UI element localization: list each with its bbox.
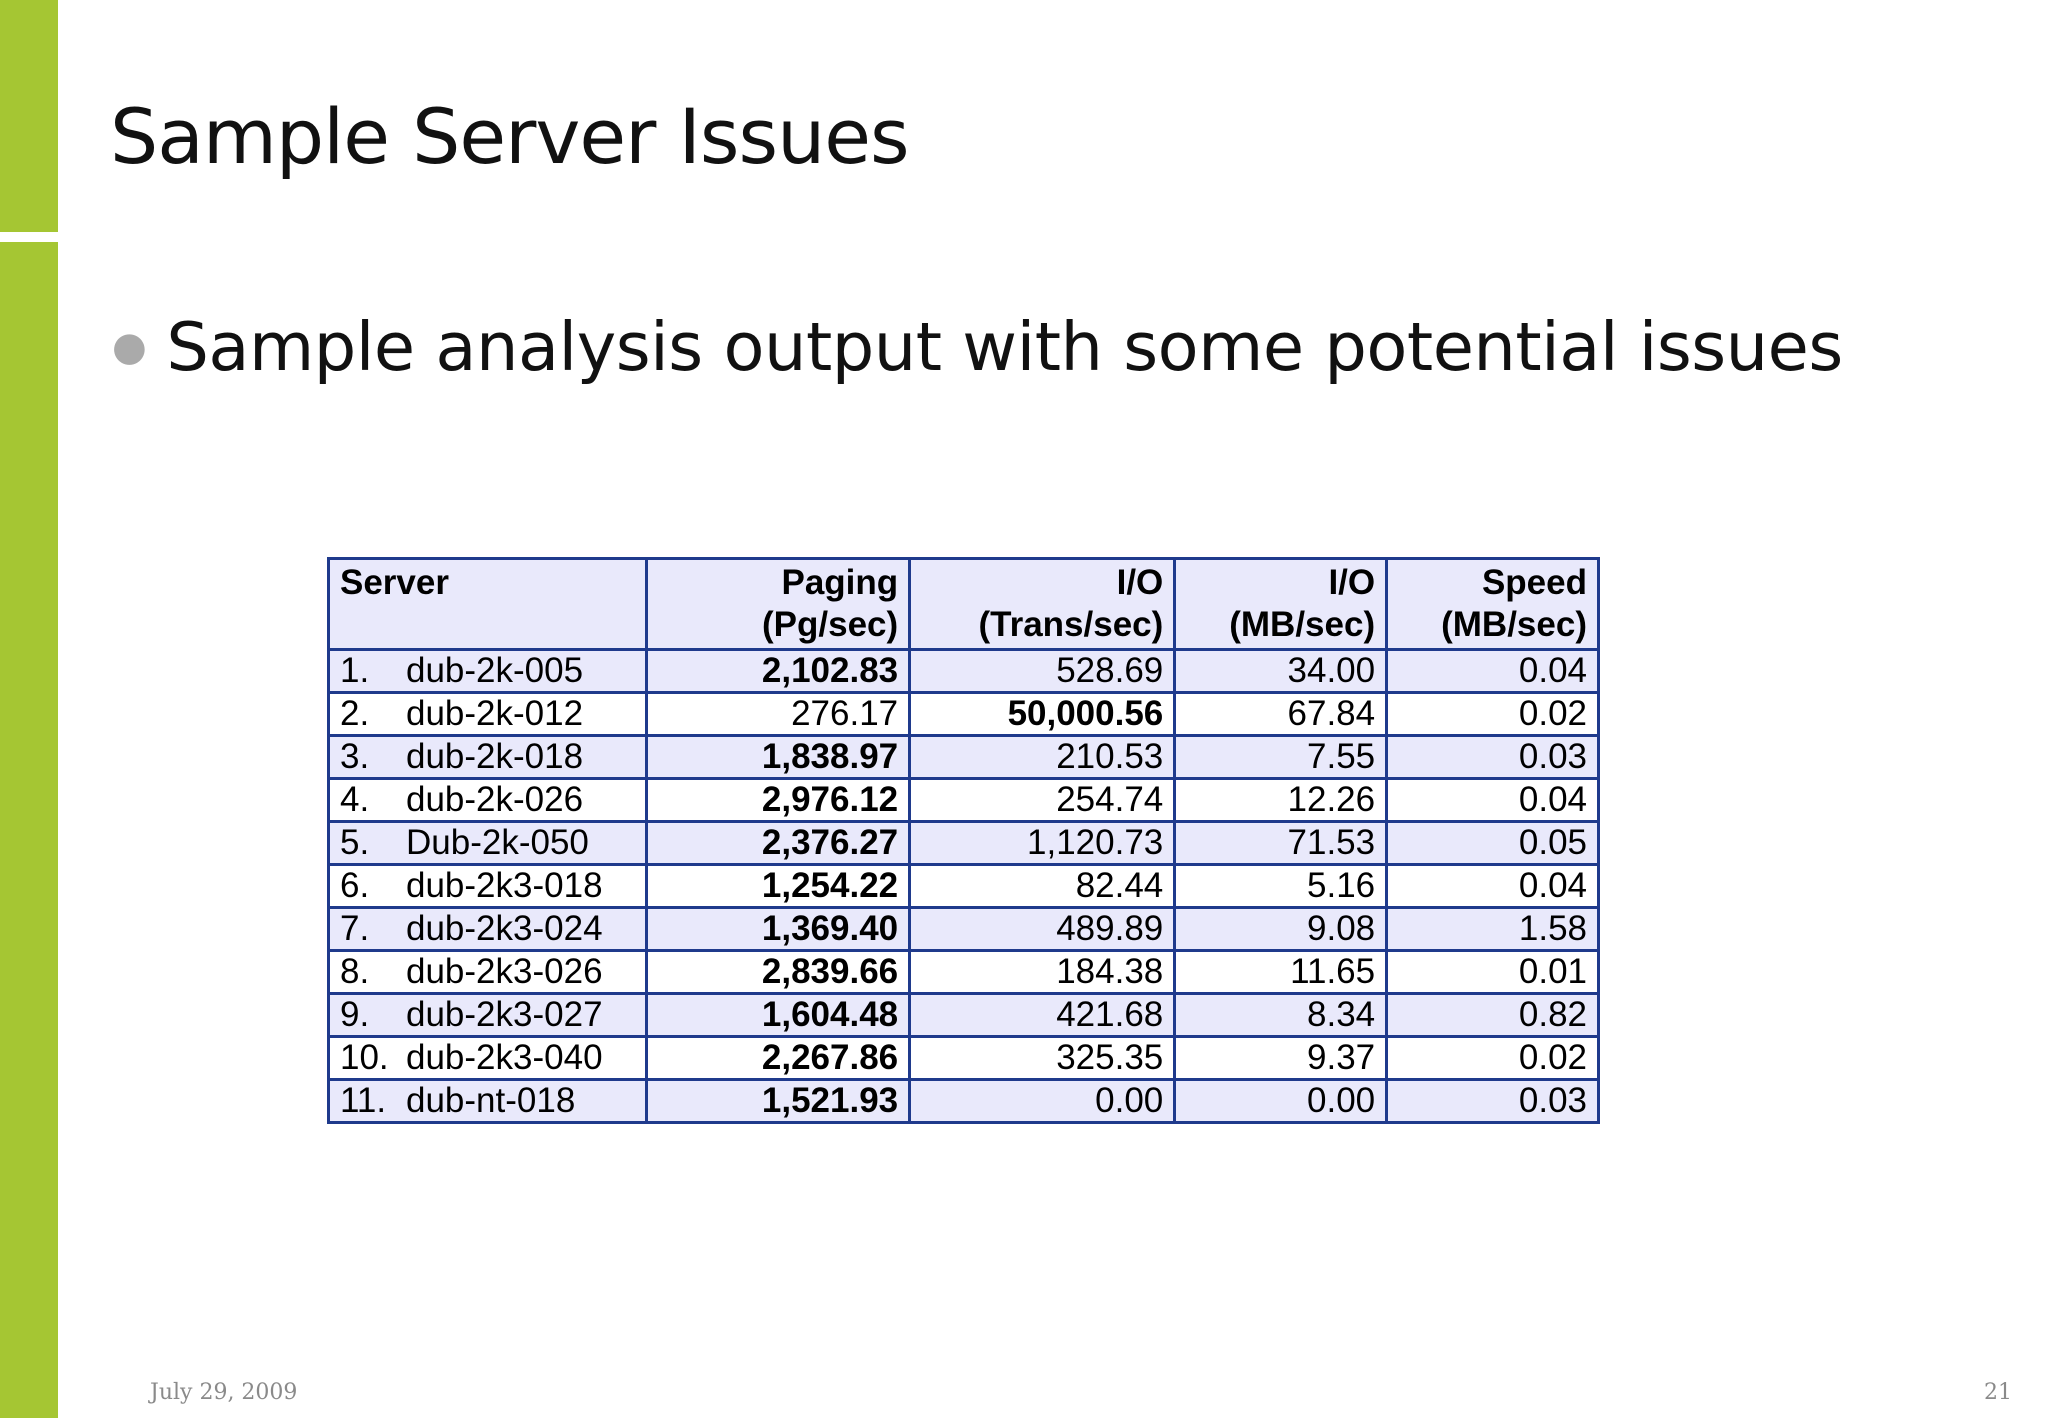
cell-io-trans: 210.53 xyxy=(910,736,1175,779)
cell-io-trans: 325.35 xyxy=(910,1037,1175,1080)
cell-io-mb: 5.16 xyxy=(1175,865,1387,908)
cell-speed: 1.58 xyxy=(1387,908,1599,951)
cell-io-trans: 489.89 xyxy=(910,908,1175,951)
header-paging: Paging (Pg/sec) xyxy=(647,559,910,650)
cell-io-mb: 34.00 xyxy=(1175,650,1387,693)
cell-paging: 2,376.27 xyxy=(647,822,910,865)
cell-paging: 2,976.12 xyxy=(647,779,910,822)
table-row xyxy=(329,951,1599,994)
header-server: Server xyxy=(329,559,647,650)
table-row xyxy=(329,779,1599,822)
table-row xyxy=(329,908,1599,951)
cell-io-mb: 12.26 xyxy=(1175,779,1387,822)
cell-io-trans: 0.00 xyxy=(910,1080,1175,1123)
cell-server: 2. dub-2k-012 xyxy=(329,693,647,736)
footer-date: July 29, 2009 xyxy=(150,1380,298,1405)
header-io-trans: I/O (Trans/sec) xyxy=(910,559,1175,650)
table-row xyxy=(329,865,1599,908)
header-io-mb: I/O (MB/sec) xyxy=(1175,559,1387,650)
cell-server: 8. dub-2k3-026 xyxy=(329,951,647,994)
table-row xyxy=(329,736,1599,779)
cell-io-mb: 0.00 xyxy=(1175,1080,1387,1123)
header-speed: Speed (MB/sec) xyxy=(1387,559,1599,650)
cell-server: 10. dub-2k3-040 xyxy=(329,1037,647,1080)
accent-bar-bottom xyxy=(0,242,58,1418)
cell-io-mb: 71.53 xyxy=(1175,822,1387,865)
cell-paging: 2,267.86 xyxy=(647,1037,910,1080)
table-header-row xyxy=(329,559,1599,650)
cell-speed: 0.02 xyxy=(1387,1037,1599,1080)
table-row xyxy=(329,994,1599,1037)
table-row xyxy=(329,822,1599,865)
cell-server: 1. dub-2k-005 xyxy=(329,650,647,693)
cell-speed: 0.01 xyxy=(1387,951,1599,994)
cell-server: 7. dub-2k3-024 xyxy=(329,908,647,951)
table-row xyxy=(329,1037,1599,1080)
cell-speed: 0.03 xyxy=(1387,736,1599,779)
cell-io-trans: 254.74 xyxy=(910,779,1175,822)
cell-paging: 1,604.48 xyxy=(647,994,910,1037)
cell-server: 6. dub-2k3-018 xyxy=(329,865,647,908)
cell-io-mb: 7.55 xyxy=(1175,736,1387,779)
cell-io-trans: 184.38 xyxy=(910,951,1175,994)
cell-io-mb: 8.34 xyxy=(1175,994,1387,1037)
cell-io-trans: 50,000.56 xyxy=(910,693,1175,736)
slide-title: Sample Server Issues xyxy=(110,92,909,181)
cell-server: 5. Dub-2k-050 xyxy=(329,822,647,865)
server-issues-table xyxy=(327,557,1600,1124)
cell-io-mb: 11.65 xyxy=(1175,951,1387,994)
cell-paging: 1,521.93 xyxy=(647,1080,910,1123)
table-row xyxy=(329,693,1599,736)
page-number: 21 xyxy=(1984,1380,2012,1405)
cell-speed: 0.04 xyxy=(1387,650,1599,693)
cell-paging: 1,254.22 xyxy=(647,865,910,908)
cell-server: 11. dub-nt-018 xyxy=(329,1080,647,1123)
table-row xyxy=(329,1080,1599,1123)
cell-server: 9. dub-2k3-027 xyxy=(329,994,647,1037)
cell-io-trans: 528.69 xyxy=(910,650,1175,693)
cell-speed: 0.02 xyxy=(1387,693,1599,736)
cell-io-mb: 9.37 xyxy=(1175,1037,1387,1080)
bullet-item xyxy=(112,308,1843,386)
cell-paging: 1,838.97 xyxy=(647,736,910,779)
cell-speed: 0.82 xyxy=(1387,994,1599,1037)
bullet-dot-icon: ● xyxy=(112,324,147,370)
cell-speed: 0.04 xyxy=(1387,865,1599,908)
cell-server: 4. dub-2k-026 xyxy=(329,779,647,822)
cell-speed: 0.05 xyxy=(1387,822,1599,865)
cell-io-trans: 1,120.73 xyxy=(910,822,1175,865)
cell-io-trans: 421.68 xyxy=(910,994,1175,1037)
cell-speed: 0.03 xyxy=(1387,1080,1599,1123)
cell-paging: 1,369.40 xyxy=(647,908,910,951)
cell-paging: 276.17 xyxy=(647,693,910,736)
cell-server: 3. dub-2k-018 xyxy=(329,736,647,779)
table-row xyxy=(329,650,1599,693)
cell-io-mb: 9.08 xyxy=(1175,908,1387,951)
cell-paging: 2,839.66 xyxy=(647,951,910,994)
accent-bar-top xyxy=(0,0,58,232)
cell-io-mb: 67.84 xyxy=(1175,693,1387,736)
cell-paging: 2,102.83 xyxy=(647,650,910,693)
bullet-text: Sample analysis output with some potential issues xyxy=(166,308,1843,386)
cell-speed: 0.04 xyxy=(1387,779,1599,822)
cell-io-trans: 82.44 xyxy=(910,865,1175,908)
